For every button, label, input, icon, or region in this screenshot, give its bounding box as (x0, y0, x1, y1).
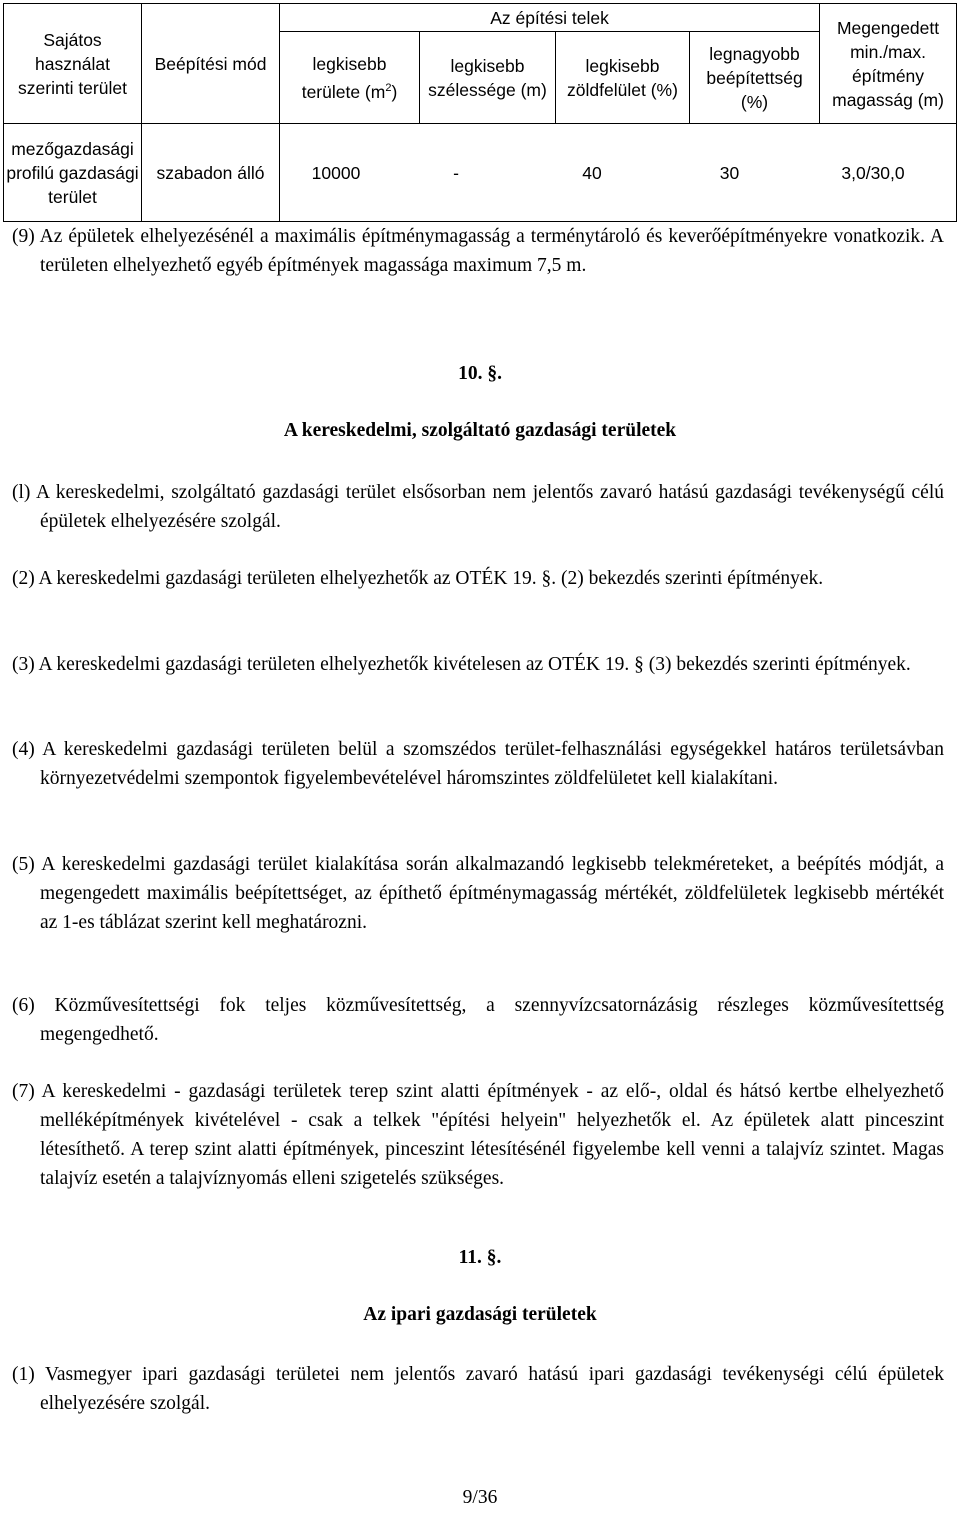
section-10-paragraph-2: (2) A kereskedelmi gazdasági területen elhelyezhetők az OTÉK 19. §. (2) bekezdés szerinti építmények. (12, 568, 824, 589)
section-11-paragraph-1: (1) Vasmegyer ipari gazdasági területei nem jelentős zavaró hatású ipari gazdasági tevékenységi célú épületek elhelyezésére szolgál. (12, 1364, 944, 1414)
cell-max-built: 30 (719, 162, 740, 183)
header-min-area: legkisebb területe $(m^2)$ (280, 32, 420, 124)
header-group: Az építési telek (280, 4, 820, 32)
cell-use: mezőgazdasági profilú gazdasági terület (4, 124, 142, 222)
table-row (4, 124, 957, 222)
header-use: Sajátos használat szerinti terület (4, 4, 142, 124)
zoning-table (3, 3, 957, 222)
header-max-built: legnagyobb beépítettség (%) (690, 32, 820, 124)
header-min-width: legkisebb szélessége (m) (420, 32, 556, 124)
cell-mode: szabadon álló (142, 124, 280, 222)
section-10-number: 10. §. (458, 363, 502, 384)
section-10-paragraph-4: (4) A kereskedelmi gazdasági területen belül a szomszédos terület-felhasználási egységekkel határos területsávban környezetvédelmi szempontok figyelembevételével háromszintes zöldfelületet kell kialakítani. (12, 739, 944, 789)
cell-min-green: 40 (582, 162, 602, 183)
header-min-green: legkisebb zöldfelület (%) (556, 32, 690, 124)
section-10-paragraph-7: (7) A kereskedelmi - gazdasági területek terep szint alatti építmények - az elő-, oldal és hátsó kertbe elhelyezhető melléképítmények kivételével - csak a telkek "építési helyein" helyezhetők el. Az épületek alatt pinceszint létesíthető. A terep szint alatti építmények, pinceszint létesítésénél figyelembe kell venni a talajvíz szintet. Magas talajvíz esetén a talajvíznyomás elleni szigetelés szükséges. (12, 1081, 944, 1189)
section-10-paragraph-5: (5) A kereskedelmi gazdasági terület kialakítása során alkalmazandó legkisebb telekméreteket, a beépítés módját, a megengedett maximális beépítettséget, az építhető építménymagasság mértékét, zöldfelületek legkisebb mértékét az 1-es táblázat szerint kell meghatározni. (12, 854, 944, 933)
section-11-title: Az ipari gazdasági területek (363, 1304, 597, 1325)
paragraph-9: (9) Az épületek elhelyezésénél a maximális építménymagasság a terménytároló és keverőépítményekre vonatkozik. A területen elhelyezhető egyéb építmények magassága maximum 7,5 m. (12, 226, 944, 276)
cell-min-width: - (453, 162, 459, 183)
section-11-number: 11. §. (458, 1247, 502, 1268)
cell-height: 3,0/30,0 (841, 162, 905, 183)
page-number: 9/36 (462, 1487, 498, 1508)
cell-values (280, 124, 957, 222)
section-10-paragraph-6: (6) Közművesítettségi fok teljes közművesítettség, a szennyvízcsatornázásig részleges közművesítettség megengedhető. (12, 995, 944, 1045)
section-10-paragraph-3: (3) A kereskedelmi gazdasági területen elhelyezhetők kivételesen az OTÉK 19. § (3) bekezdés szerinti építmények. (12, 654, 911, 675)
cell-min-area: 10000 (311, 162, 361, 183)
header-height: Megengedett min./max. építmény magasság (m) (820, 4, 957, 124)
header-mode: Beépítési mód (142, 4, 280, 124)
section-10-paragraph-1: (l) A kereskedelmi, szolgáltató gazdasági terület elsősorban nem jelentős zavaró hatású gazdasági tevékenységű célú épületek elhelyezésére szolgál. (12, 482, 944, 532)
section-10-title: A kereskedelmi, szolgáltató gazdasági területek (283, 420, 677, 441)
